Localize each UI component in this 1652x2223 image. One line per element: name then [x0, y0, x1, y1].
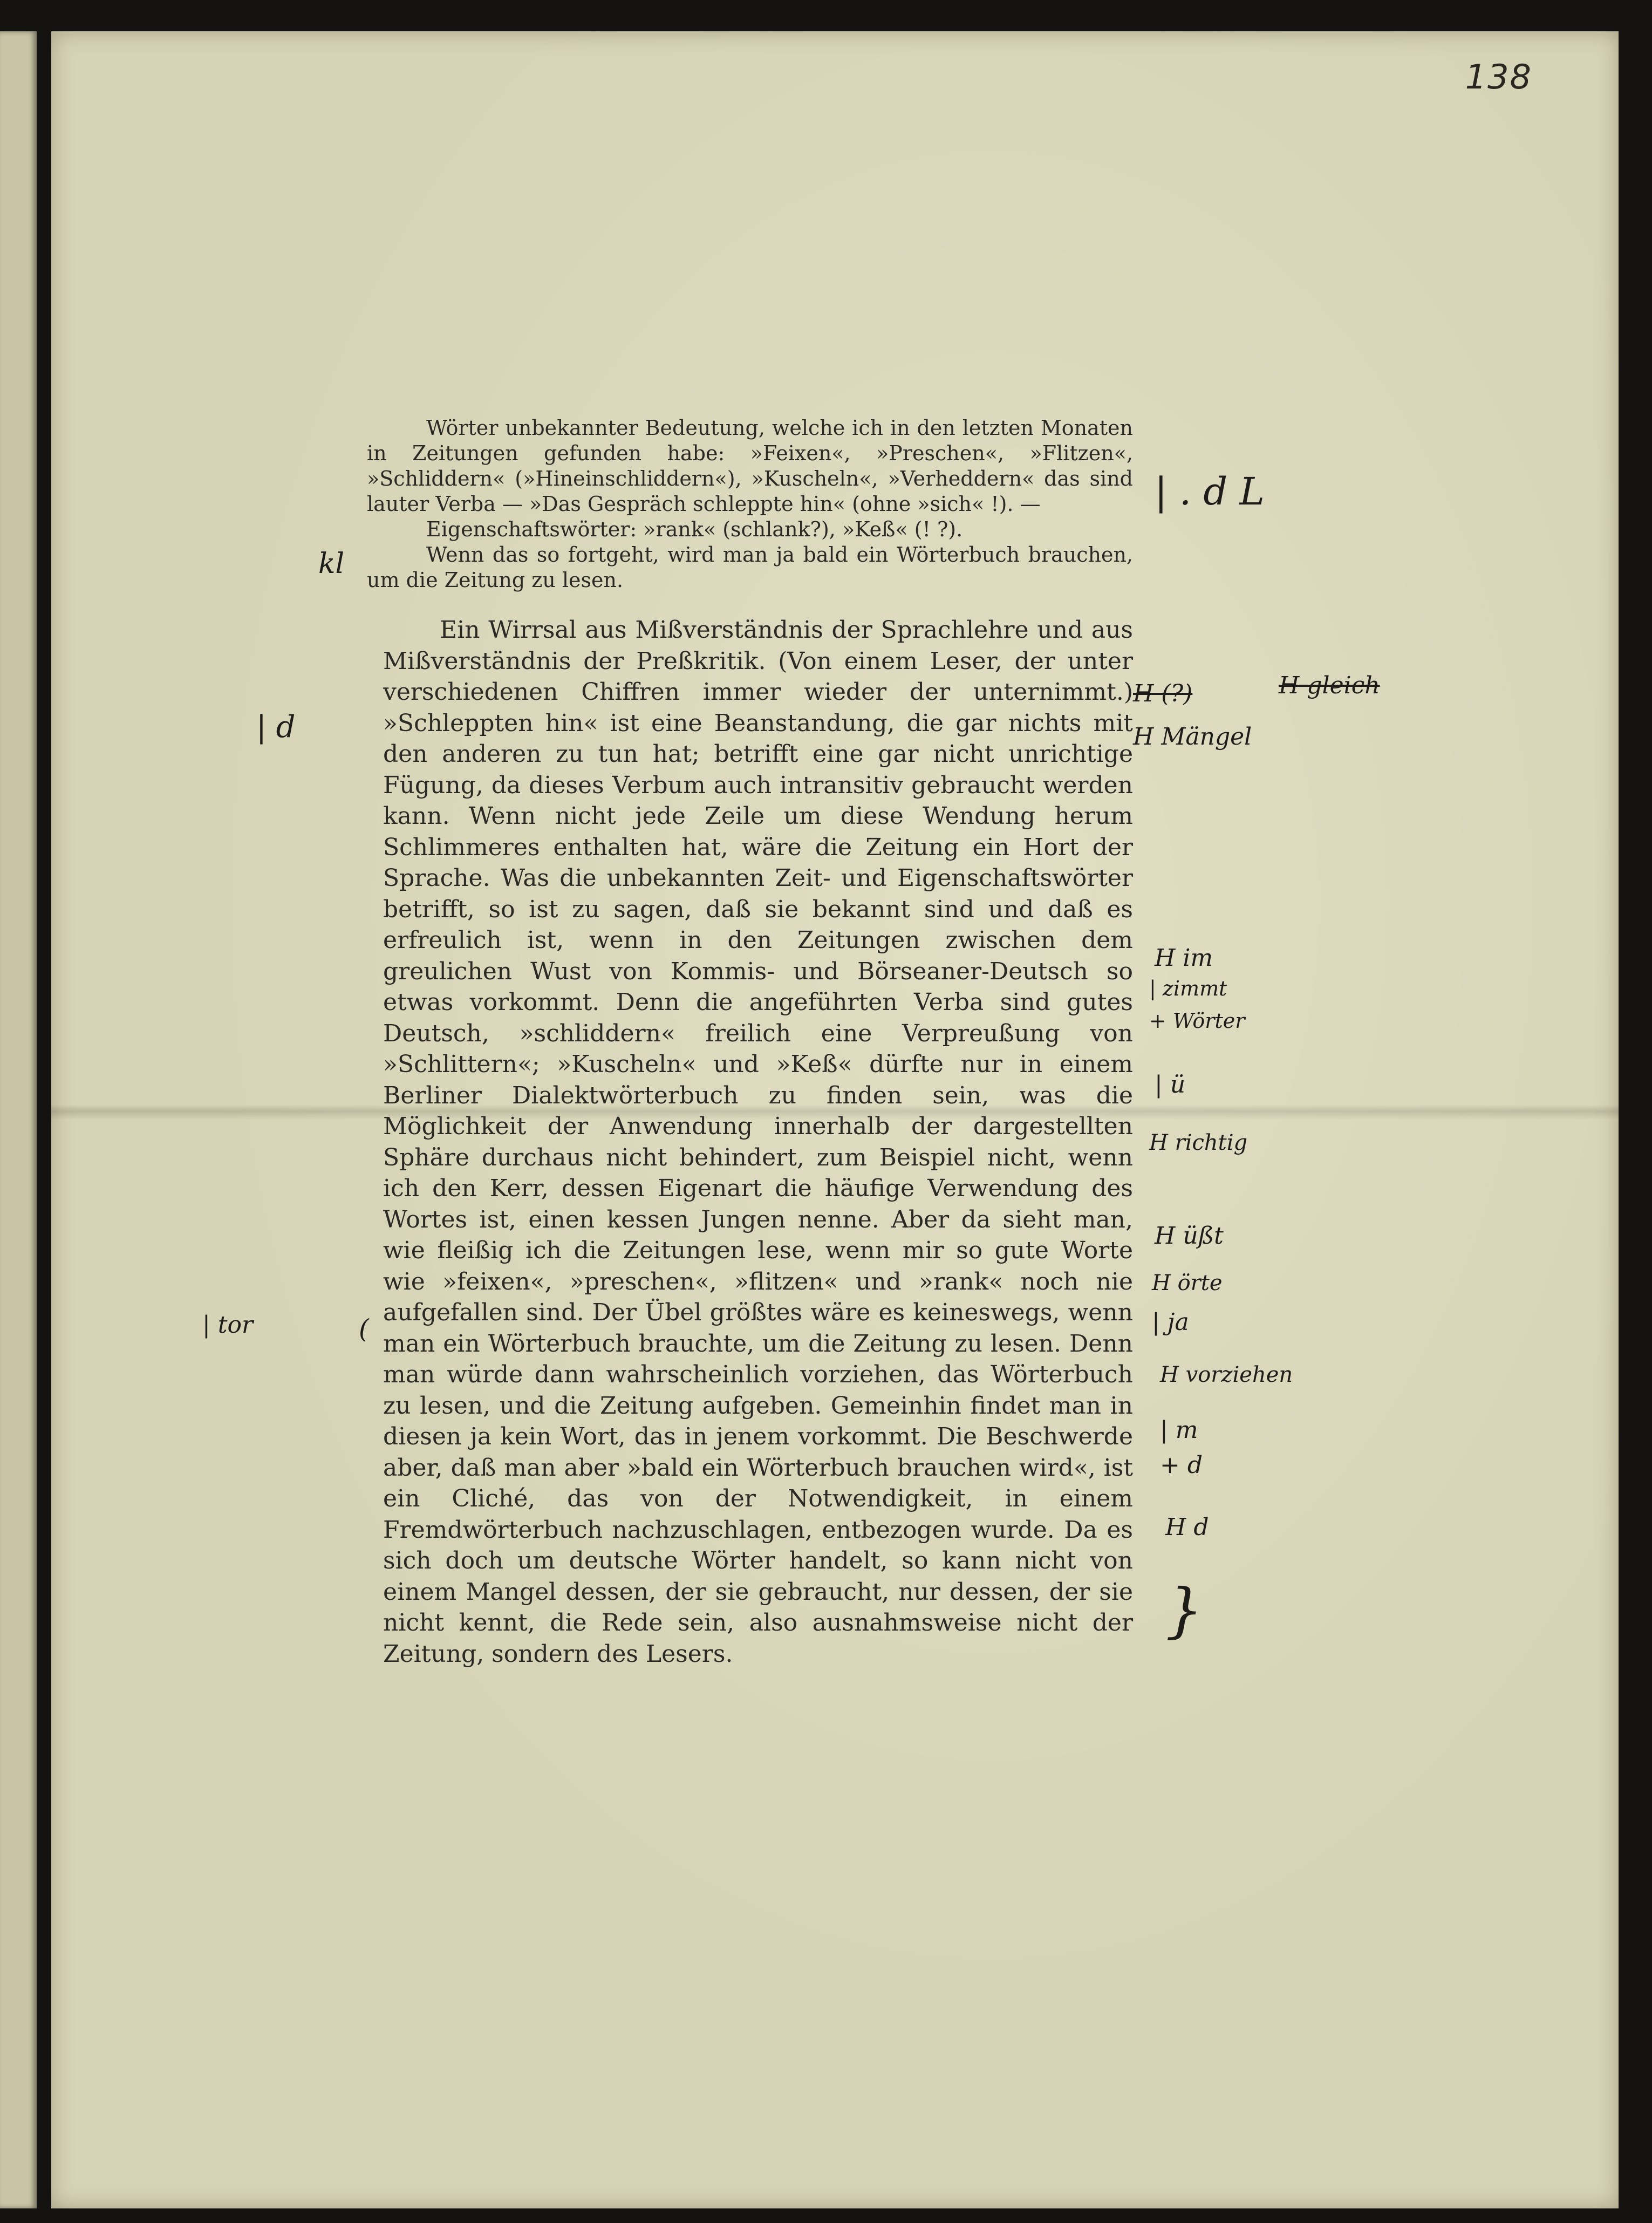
- marginal-note-right-10: H örte: [1152, 1271, 1223, 1295]
- marginal-note-left-4: (: [359, 1314, 369, 1344]
- paragraph1-line2: Eigenschaftswörter: »rank« (schlank?), »Keß« (! ?).: [426, 517, 963, 541]
- paragraph-response: [367, 615, 1133, 1669]
- paragraph2-text: Ein Wirrsal aus Mißverständnis der Sprachlehre und aus Mißverständnis der Preßkritik. (Von einem Leser, der unter verschiedenen Chiffren immer wieder der unternimmt.) »Schleppten hin« ist eine Beanstandung, die gar nichts mit den anderen zu tun hat; betrifft eine gar nicht unrichtige Fügung, da dieses Verbum auch intransitiv gebraucht werden kann. Wenn nicht jede Zeile um diese Wendung herum Schlimmeres enthalten hat, wäre die Zeitung ein Hort der Sprache. Was die unbekannten Zeit- und Eigenschaftswörter betrifft, so ist zu sagen, daß sie bekannt sind und daß es erfreulich ist, wenn in den Zeitungen zwischen dem greulichen Wust von Kommis- und Börseaner-Deutsch so etwas vorkommt. Denn die angeführten Verba sind gutes Deutsch, »schliddern« freilich eine Verpreußung von »Schlittern«; »Kuscheln« und »Keß« dürfte nur in einem Berliner Dialektwörterbuch zu finden sein, was die Möglichkeit der Anwendung innerhalb der dargestellten Sphäre durchaus nicht behindert, zum Beispiel nicht, wenn ich den Kerr, dessen Eigenart die häufige Verwendung des Wortes ist, einen kessen Jungen nenne. Aber da sieht man, wie fleißig ich die Zeitungen lese, wenn mir so gute Worte wie »feixen«, »preschen«, »flitzen« und »rank« noch nie aufgefallen sind. Der Übel größtes wäre es keineswegs, wenn man ein Wörterbuch brauchte, um die Zeitung zu lesen. Denn man würde dann wahrscheinlich vorziehen, das Wörterbuch zu lesen, und die Zeitung aufgeben. Gemeinhin findet man in diesen ja kein Wort, das in jenem vorkommt. Die Beschwerde aber, daß man aber »bald ein Wörterbuch brauchen wird«, ist ein Cliché, das von der Notwendigkeit, in einem Fremdwörterbuch nachzuschlagen, entbezogen wurde. Da es sich doch um deutsche Wörter handelt, so kann nicht von einem Mangel dessen, der sie gebraucht, nur dessen, der sie nicht kennt, die Rede sein, also ausnahmsweise nicht der Zeitung, sondern des Lesers.: [383, 616, 1133, 1668]
- paragraph-words-list: [367, 415, 1133, 593]
- marginal-note-right-14: + d: [1160, 1451, 1203, 1479]
- marginal-note-right-6: + Wörter: [1149, 1009, 1245, 1033]
- marginal-note-right-8: H richtig: [1149, 1130, 1248, 1155]
- folio-number: 138: [1465, 57, 1532, 97]
- marginal-note-left-1: kl: [318, 548, 345, 580]
- paragraph1-line3: Wenn das so fortgeht, wird man ja bald ein Wörterbuch brauchen, um die Zeitung zu lesen.: [367, 543, 1133, 592]
- marginal-note-right-2b: H gleich: [1279, 672, 1380, 699]
- marginal-note-left-3: | tor: [202, 1311, 254, 1339]
- paragraph1-line1: Wörter unbekannter Bedeutung, welche ich in den letzten Monaten in Zeitungen gefunden habe: »Feixen«, »Preschen«, »Flitzen«, »Schliddern« (»Hineinschliddern«), »Kuscheln«, »Verheddern« das sind lauter Verba — »Das Gespräch schleppte hin« (ohne »sich« !). —: [367, 416, 1133, 516]
- marginal-note-right-11: | ja: [1152, 1308, 1189, 1336]
- marginal-note-right-9: H üßt: [1155, 1222, 1224, 1250]
- marginal-brace-mark: }: [1165, 1576, 1203, 1645]
- marginal-note-right-7: | ü: [1155, 1071, 1186, 1099]
- typeset-text-block: [367, 415, 1133, 1669]
- marginal-note-left-2: | d: [256, 710, 296, 745]
- adjacent-page-edge: [0, 31, 37, 2208]
- marginal-note-right-5: | zimmt: [1149, 977, 1227, 1000]
- marginal-note-right-15: H d: [1165, 1513, 1209, 1541]
- marginal-note-right-12: H vorziehen: [1160, 1362, 1293, 1387]
- marginal-note-right-1: | . d L: [1155, 469, 1265, 514]
- marginal-note-right-2a: H (?): [1133, 680, 1193, 707]
- marginal-note-right-3: H Mängel: [1133, 723, 1252, 751]
- marginal-note-right-4: H im: [1155, 944, 1213, 972]
- marginal-note-right-13: | m: [1160, 1416, 1198, 1444]
